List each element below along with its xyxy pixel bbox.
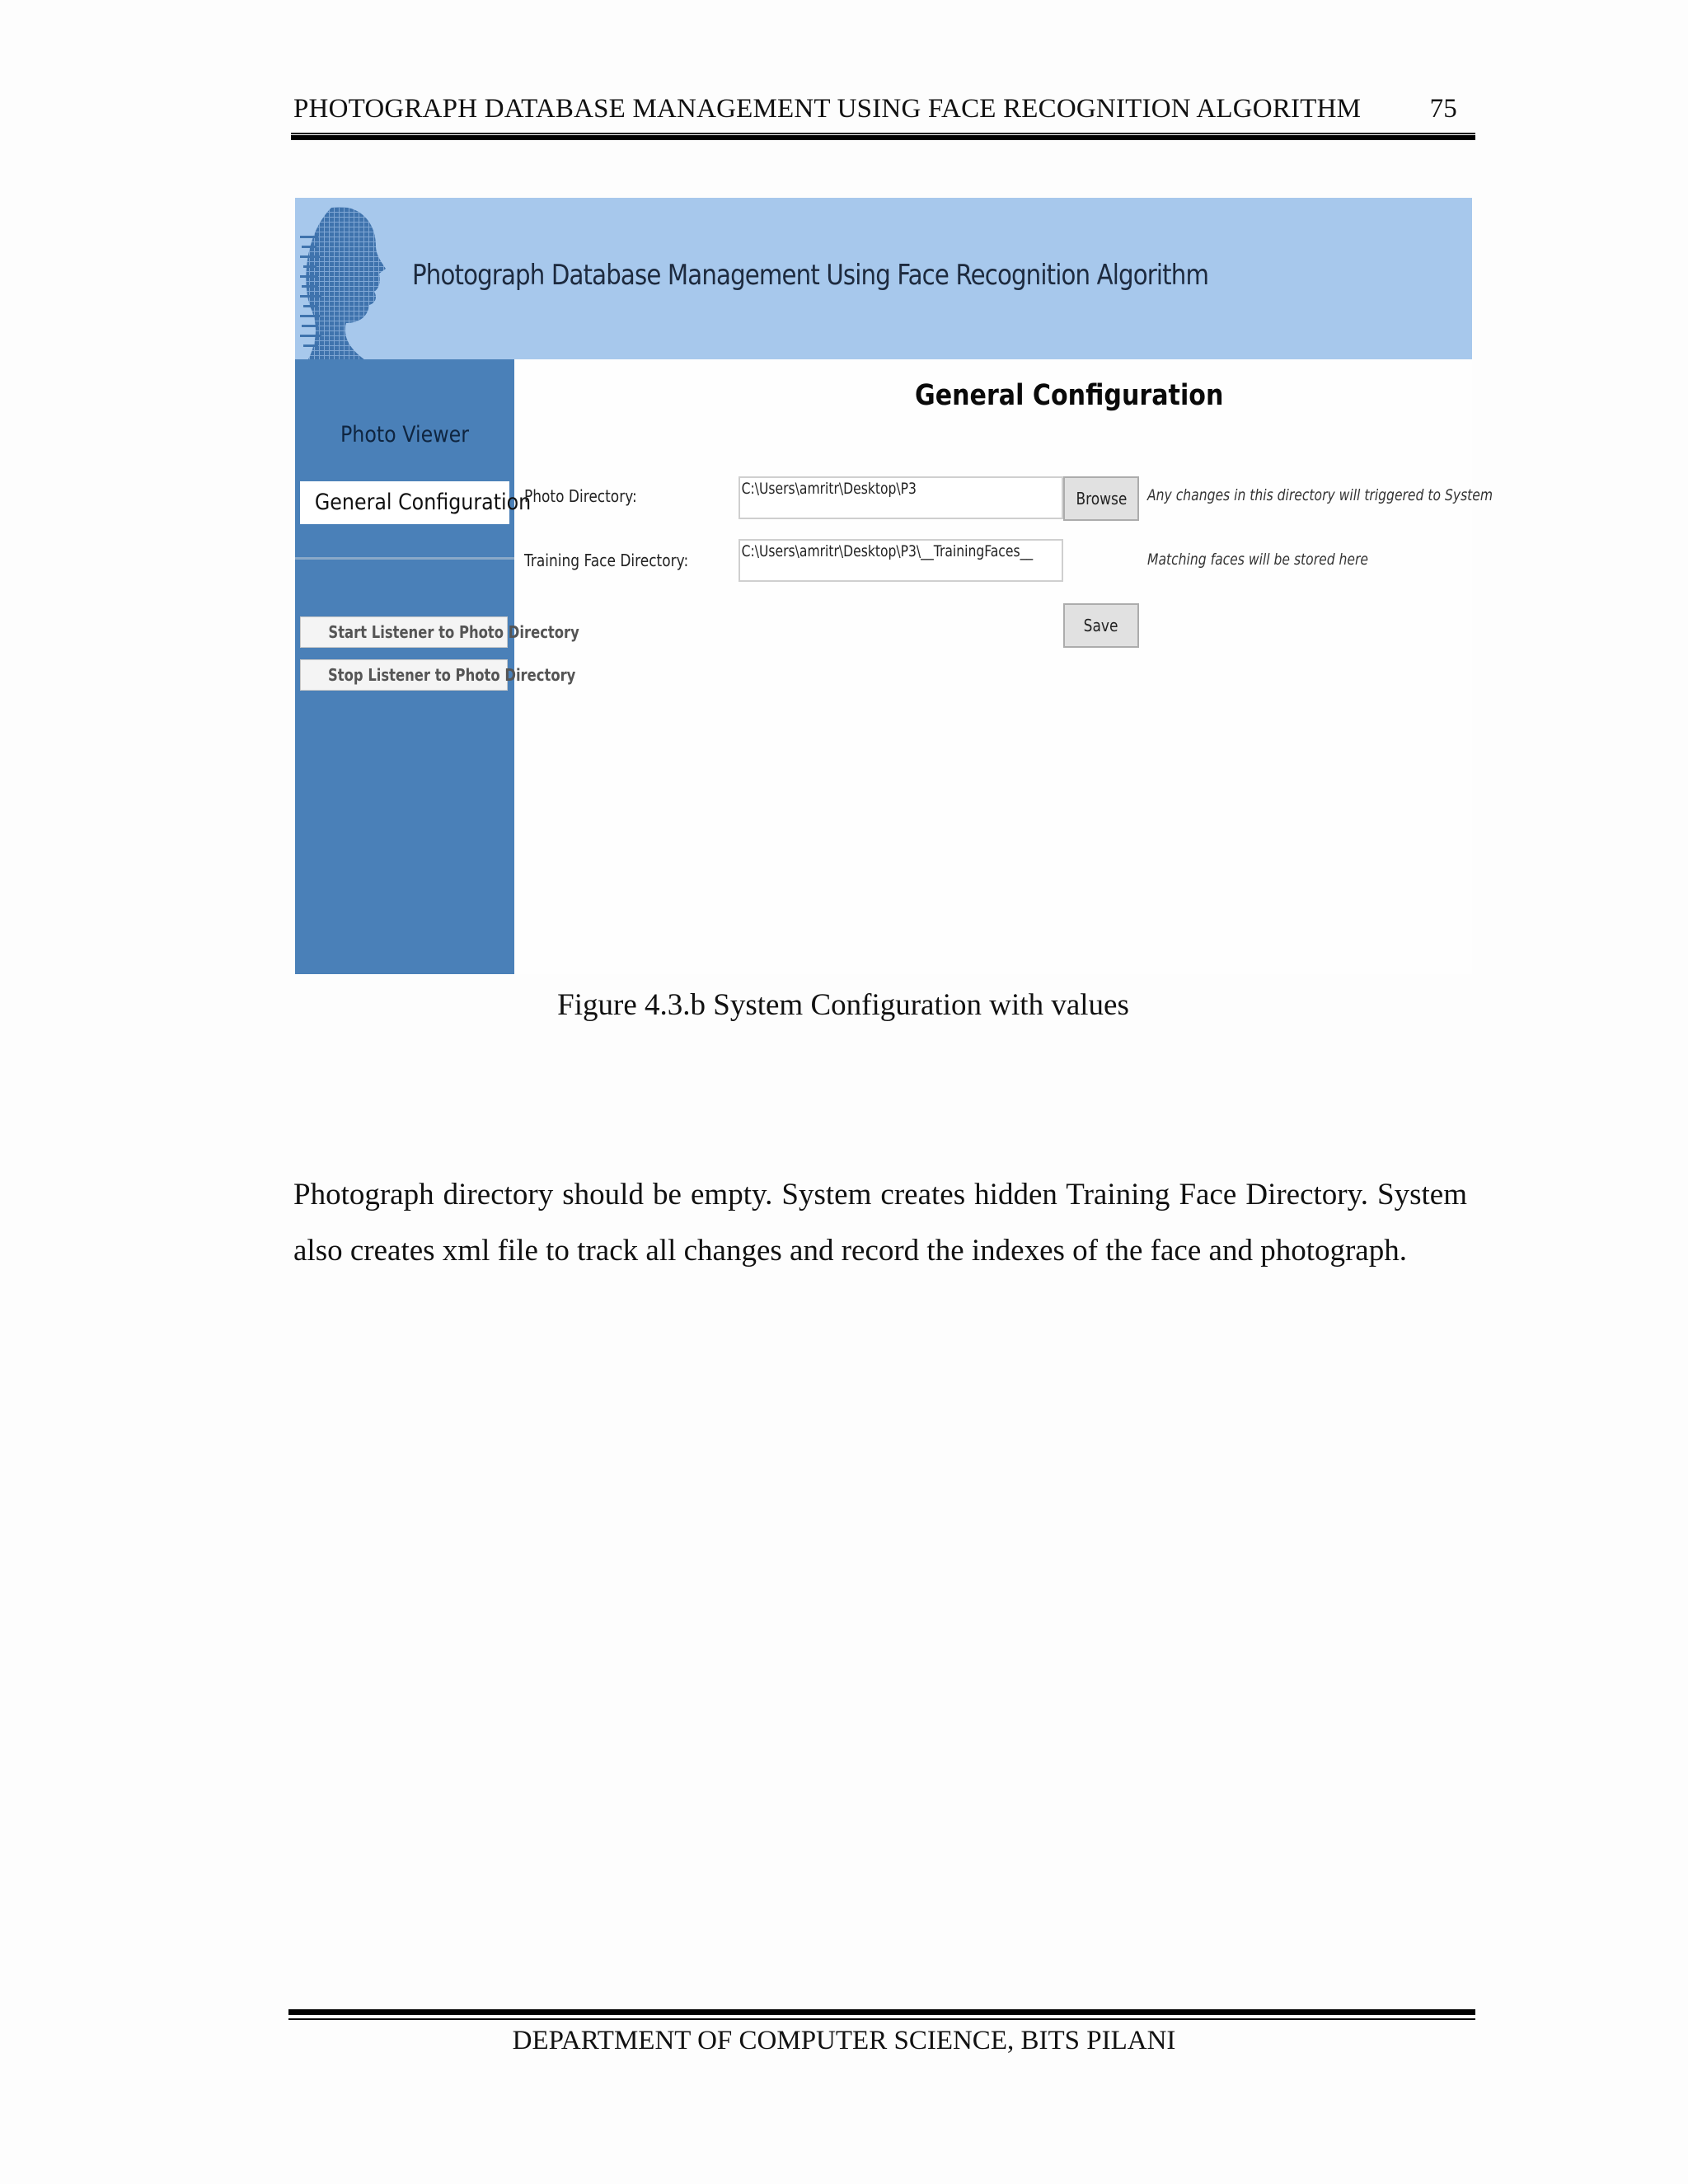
browse-label: Browse	[1076, 489, 1127, 509]
config-title: General Configuration	[915, 379, 1224, 412]
save-button[interactable]	[1063, 603, 1139, 648]
photo-directory-value: C:\Users\amritr\Desktop\P3	[741, 480, 917, 498]
start-listener-label: Start Listener to Photo Directory	[328, 622, 579, 642]
page-number: 75	[1429, 94, 1457, 124]
training-directory-note: Matching faces will be stored here	[1147, 551, 1368, 569]
app-banner	[295, 198, 1472, 359]
start-listener-button[interactable]	[300, 616, 579, 648]
figure-caption	[0, 987, 1688, 1023]
running-header	[293, 94, 1475, 124]
figure-caption-text: Figure 4.3.b System Configuration with values	[557, 988, 1129, 1022]
photo-directory-note: Any changes in this directory will triggered to System	[1147, 486, 1493, 504]
browse-button[interactable]	[1063, 476, 1139, 521]
footer-rule-thin	[288, 2018, 1475, 2020]
training-directory-value: C:\Users\amritr\Desktop\P3\__TrainingFaces__	[741, 542, 1034, 560]
save-label: Save	[1084, 616, 1118, 635]
training-directory-label: Training Face Directory:	[524, 551, 689, 570]
sidebar-item-label: General Configuration	[314, 490, 532, 515]
face-profile-icon	[300, 203, 391, 359]
sidebar-item-general-configuration[interactable]	[300, 481, 532, 524]
header-title: PHOTOGRAPH DATABASE MANAGEMENT USING FACE RECOGNITION ALGORITHM	[293, 94, 1362, 124]
stop-listener-button[interactable]	[300, 659, 576, 691]
header-rule-thin	[291, 133, 1475, 134]
footer-rule	[288, 2009, 1475, 2015]
sidebar-divider	[295, 557, 514, 560]
body-paragraph: Photograph directory should be empty. System creates hidden Training Face Directory. System also creates xml file to track all changes and record the indexes of the face and photograph.	[293, 1178, 1467, 1268]
training-directory-input[interactable]	[738, 539, 1063, 582]
app-screenshot	[295, 198, 1493, 974]
header-rule	[291, 135, 1475, 140]
photo-directory-input[interactable]	[738, 476, 1063, 519]
stop-listener-label: Stop Listener to Photo Directory	[327, 665, 576, 685]
running-footer: DEPARTMENT OF COMPUTER SCIENCE, BITS PILANI	[512, 2026, 1176, 2055]
sidebar	[295, 359, 579, 974]
photo-directory-label: Photo Directory:	[524, 486, 637, 506]
sidebar-item-photo-viewer[interactable]: Photo Viewer	[340, 422, 470, 448]
app-title: Photograph Database Management Using Face Recognition Algorithm	[412, 259, 1209, 292]
